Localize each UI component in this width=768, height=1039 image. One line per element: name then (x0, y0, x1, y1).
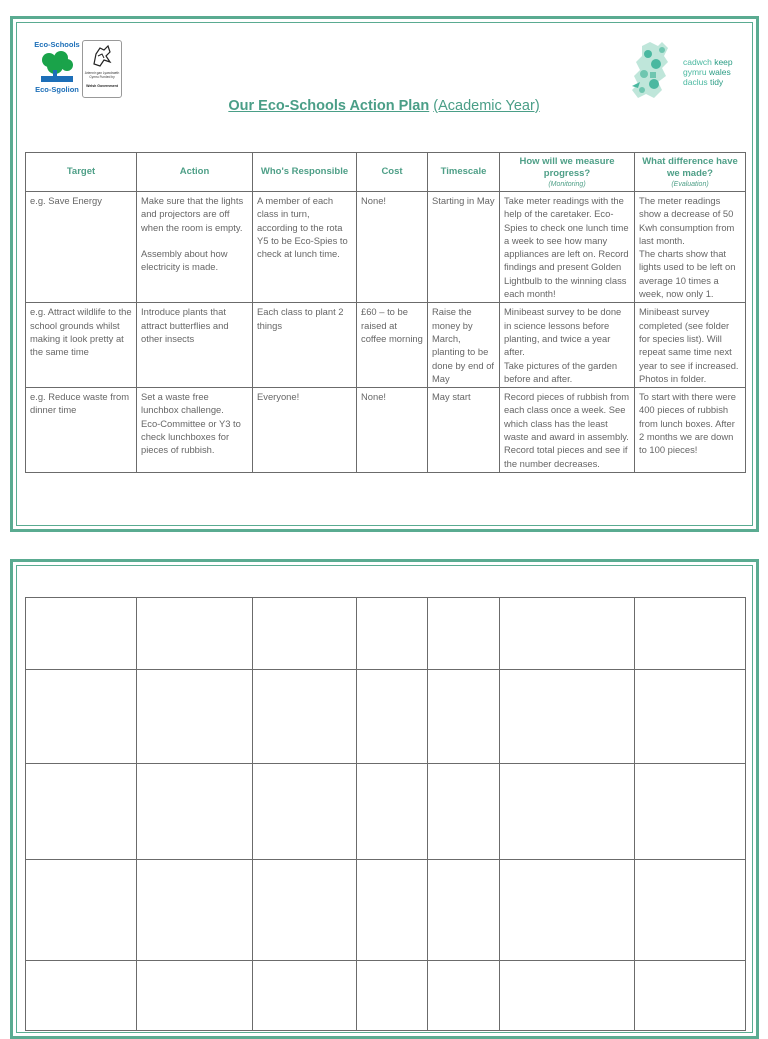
kwt-line-2 (683, 67, 743, 77)
cell-cost: £60 – to be raised at coffee morning (357, 303, 428, 388)
cell-responsible: A member of each class in turn, according to the rota Y5 to be Eco-Spies to check at lunch time. (253, 192, 357, 303)
blank-row (26, 598, 746, 670)
blank-cell[interactable] (253, 764, 357, 860)
eco-schools-label: Eco-Schools (34, 40, 80, 49)
blank-cell[interactable] (357, 961, 428, 1031)
kwt-tidy: tidy (709, 77, 724, 87)
header-timescale (428, 153, 500, 192)
blank-row (26, 670, 746, 764)
cell-evaluation: The meter readings show a decrease of 50 Kwh consumption from last month. The charts show that lights used to be left on average 10 times a week, now only 1. (635, 192, 746, 303)
header-monitoring (500, 153, 635, 192)
blank-cell[interactable] (428, 961, 500, 1031)
header-evaluation (635, 153, 746, 192)
cell-monitoring: Take meter readings with the help of the caretaker. Eco-Spies to check one lunch time a week to see how many appliances are left on. Record findings and present Golden Lightbulb to the winning class each month! (500, 192, 635, 303)
blank-cell[interactable] (500, 598, 635, 670)
blank-cell[interactable] (428, 598, 500, 670)
blank-cell[interactable] (635, 764, 746, 860)
kwt-wales: wales (709, 67, 731, 77)
blank-cell[interactable] (26, 764, 137, 860)
blank-cell[interactable] (500, 764, 635, 860)
blank-cell[interactable] (253, 670, 357, 764)
header-sublabel: (Evaluation) (671, 180, 709, 188)
kwt-line-1 (683, 57, 743, 67)
blank-cell[interactable] (500, 961, 635, 1031)
blank-cell[interactable] (635, 670, 746, 764)
wag-funding-text: Ariennir gan Lywodraeth Cymru Funded by (84, 71, 120, 79)
table-row (26, 388, 746, 473)
dragon-crest-icon (92, 44, 112, 68)
kwt-keep: keep (714, 57, 733, 67)
blank-cell[interactable] (26, 961, 137, 1031)
action-plan-table (25, 152, 746, 473)
cell-cost: None! (357, 192, 428, 303)
blank-cell[interactable] (26, 598, 137, 670)
blank-cell[interactable] (137, 860, 253, 961)
table-row (26, 192, 746, 303)
blank-action-plan-table (25, 597, 746, 1031)
blank-row (26, 764, 746, 860)
cell-target: e.g. Save Energy (26, 192, 137, 303)
blank-cell[interactable] (357, 598, 428, 670)
blank-cell[interactable] (357, 860, 428, 961)
blank-cell[interactable] (253, 860, 357, 961)
blank-cell[interactable] (500, 670, 635, 764)
cell-target: e.g. Reduce waste from dinner time (26, 388, 137, 473)
cell-responsible: Each class to plant 2 things (253, 303, 357, 388)
blank-cell[interactable] (357, 670, 428, 764)
blank-cell[interactable] (26, 670, 137, 764)
header-label: How will we measure progress? (519, 155, 615, 179)
kwt-cadwch: cadwch (683, 57, 712, 67)
header-target (26, 153, 137, 192)
blank-cell[interactable] (137, 598, 253, 670)
cell-cost: None! (357, 388, 428, 473)
header-sublabel: (Monitoring) (548, 180, 586, 188)
logos-left (34, 40, 124, 98)
cell-evaluation: Minibeast survey completed (see folder for species list). Will repeat same time next year to see if increased. Photos in folder. (635, 303, 746, 388)
header-responsible (253, 153, 357, 192)
cell-timescale: May start (428, 388, 500, 473)
blank-cell[interactable] (26, 860, 137, 961)
cell-timescale: Raise the money by March, planting to be done by end of May (428, 303, 500, 388)
tree-icon (39, 50, 75, 84)
cell-timescale: Starting in May (428, 192, 500, 303)
cell-action: Set a waste free lunchbox challenge. Eco-Committee or Y3 to check lunchboxes for pieces of rubbish. (137, 388, 253, 473)
cell-target: e.g. Attract wildlife to the school grounds whilst making it look pretty at the same time (26, 303, 137, 388)
blank-cell[interactable] (253, 598, 357, 670)
header-label: Cost (381, 166, 403, 177)
header-label: What difference have we made? (642, 155, 738, 179)
blank-cell[interactable] (137, 670, 253, 764)
blank-cell[interactable] (635, 961, 746, 1031)
header-label: Timescale (440, 166, 487, 177)
blank-cell[interactable] (428, 860, 500, 961)
header-action (137, 153, 253, 192)
cell-monitoring: Record pieces of rubbish from each class once a week. See which class has the least waste and award in assembly. Record total pieces and see if the number decreases. (500, 388, 635, 473)
page-title (0, 98, 768, 114)
blank-cell[interactable] (137, 764, 253, 860)
cell-monitoring: Minibeast survey to be done in science lessons before planting, and twice a year after. Take pictures of the garden before and after. (500, 303, 635, 388)
header-label: Action (179, 166, 210, 177)
header-cost (357, 153, 428, 192)
eco-schools-logo (34, 40, 80, 96)
welsh-government-logo (82, 40, 122, 98)
blank-cell[interactable] (253, 961, 357, 1031)
title-academic-year: (Academic Year) (433, 98, 540, 114)
header-label: Who's Responsible (260, 166, 349, 177)
title-main: Our Eco-Schools Action Plan (228, 98, 430, 114)
blank-cell[interactable] (500, 860, 635, 961)
cell-responsible: Everyone! (253, 388, 357, 473)
eco-sgolion-label: Eco-Sgolion (35, 85, 79, 94)
kwt-gymru: gymru (683, 67, 707, 77)
blank-cell[interactable] (635, 860, 746, 961)
blank-cell[interactable] (428, 670, 500, 764)
wales-map-icon (628, 40, 688, 102)
blank-cell[interactable] (357, 764, 428, 860)
wag-name-text: Welsh Government (86, 84, 118, 88)
header-label: Target (66, 166, 96, 177)
blank-cell[interactable] (635, 598, 746, 670)
cell-evaluation: To start with there were 400 pieces of rubbish from lunch boxes. After 2 months we are down to 100 pieces! (635, 388, 746, 473)
blank-cell[interactable] (137, 961, 253, 1031)
keep-wales-tidy-logo (628, 40, 740, 102)
kwt-daclus: daclus (683, 77, 708, 87)
cell-action: Make sure that the lights and projectors are off when the room is empty. Assembly about how electricity is made. (137, 192, 253, 303)
blank-row (26, 860, 746, 961)
table-row (26, 303, 746, 388)
blank-row (26, 961, 746, 1031)
table-header-row (26, 153, 746, 192)
blank-cell[interactable] (428, 764, 500, 860)
cell-action: Introduce plants that attract butterflies and other insects (137, 303, 253, 388)
kwt-line-3 (683, 77, 743, 87)
